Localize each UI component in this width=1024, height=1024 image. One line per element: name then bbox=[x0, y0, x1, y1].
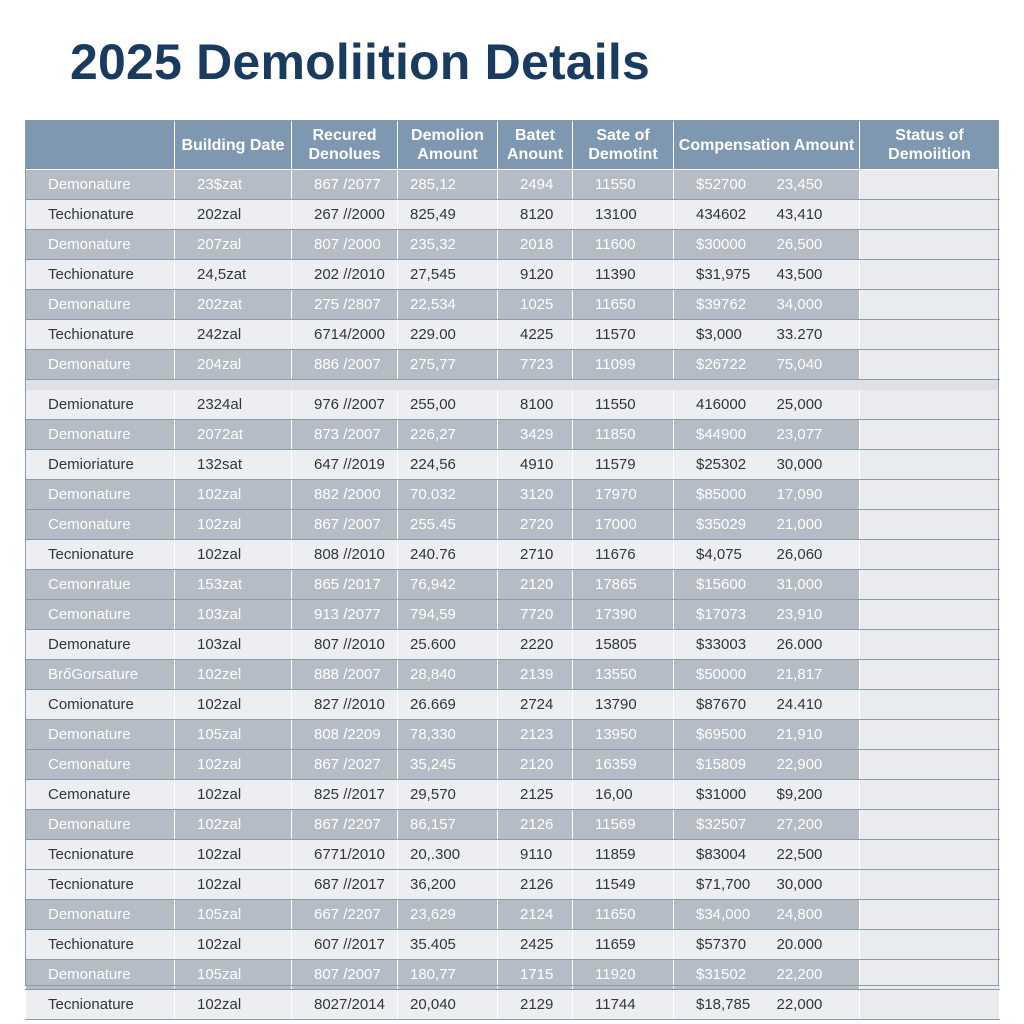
cell-building-date: 202zal bbox=[175, 200, 292, 230]
cell-status bbox=[860, 780, 1000, 810]
cell-demolion-amount: 35,245 bbox=[398, 750, 498, 780]
cell-batet-anount: 2220 bbox=[498, 630, 573, 660]
cell-recured-denolues: 867 /2027 bbox=[292, 750, 398, 780]
cell-demolion-amount: 27,545 bbox=[398, 260, 498, 290]
cell-compensation-amount: $31502 bbox=[674, 960, 765, 990]
cell-row-label: Techionature bbox=[26, 200, 175, 230]
cell-compensation-amount: $52700 bbox=[674, 170, 765, 200]
cell-sate-of-demotint: 13550 bbox=[573, 660, 674, 690]
table-row bbox=[26, 900, 1000, 930]
cell-recured-denolues: 267 //2000 bbox=[292, 200, 398, 230]
cell-demolion-amount: 180,77 bbox=[398, 960, 498, 990]
cell-sate-of-demotint: 11549 bbox=[573, 870, 674, 900]
cell-compensation-amount-2: 22,000 bbox=[765, 990, 860, 1020]
cell-batet-anount: 9120 bbox=[498, 260, 573, 290]
cell-compensation-amount-2: 23,910 bbox=[765, 600, 860, 630]
cell-row-label: Demonature bbox=[26, 900, 175, 930]
cell-batet-anount: 4910 bbox=[498, 450, 573, 480]
table-row bbox=[26, 690, 1000, 720]
cell-compensation-amount-2: 31,000 bbox=[765, 570, 860, 600]
header-sate-of-demotint: Sate of Demotint bbox=[573, 121, 674, 170]
cell-recured-denolues: 825 //2017 bbox=[292, 780, 398, 810]
cell-compensation-amount-2: 26,060 bbox=[765, 540, 860, 570]
cell-status bbox=[860, 600, 1000, 630]
table-row bbox=[26, 540, 1000, 570]
cell-building-date: 102zal bbox=[175, 930, 292, 960]
cell-row-label: Cemonature bbox=[26, 780, 175, 810]
table-row bbox=[26, 290, 1000, 320]
cell-status bbox=[860, 630, 1000, 660]
cell-compensation-amount-2: 34,000 bbox=[765, 290, 860, 320]
cell-status bbox=[860, 350, 1000, 380]
cell-compensation-amount: $85000 bbox=[674, 480, 765, 510]
cell-demolion-amount: 285,12 bbox=[398, 170, 498, 200]
cell-batet-anount: 7720 bbox=[498, 600, 573, 630]
cell-sate-of-demotint: 11570 bbox=[573, 320, 674, 350]
cell-sate-of-demotint: 11579 bbox=[573, 450, 674, 480]
cell-recured-denolues: 667 /2207 bbox=[292, 900, 398, 930]
cell-row-label: Demioriature bbox=[26, 450, 175, 480]
cell-sate-of-demotint: 13100 bbox=[573, 200, 674, 230]
cell-status bbox=[860, 510, 1000, 540]
cell-batet-anount: 2494 bbox=[498, 170, 573, 200]
cell-demolion-amount: 224,56 bbox=[398, 450, 498, 480]
cell-building-date: 242zal bbox=[175, 320, 292, 350]
cell-batet-anount: 4225 bbox=[498, 320, 573, 350]
cell-row-label: Cemonratue bbox=[26, 570, 175, 600]
cell-status bbox=[860, 810, 1000, 840]
cell-compensation-amount-2: 43,500 bbox=[765, 260, 860, 290]
cell-row-label: Demonature bbox=[26, 630, 175, 660]
cell-batet-anount: 8100 bbox=[498, 390, 573, 420]
cell-building-date: 23$zat bbox=[175, 170, 292, 200]
page-title: 2025 Demoliition Details bbox=[70, 34, 650, 90]
cell-row-label: Demonature bbox=[26, 810, 175, 840]
table-row bbox=[26, 390, 1000, 420]
cell-batet-anount: 2124 bbox=[498, 900, 573, 930]
table-row bbox=[26, 420, 1000, 450]
cell-building-date: 105zal bbox=[175, 720, 292, 750]
cell-row-label: Demonature bbox=[26, 420, 175, 450]
cell-building-date: 102zal bbox=[175, 690, 292, 720]
cell-compensation-amount: $50000 bbox=[674, 660, 765, 690]
cell-compensation-amount-2: 26,500 bbox=[765, 230, 860, 260]
cell-batet-anount: 2126 bbox=[498, 870, 573, 900]
cell-compensation-amount-2: 75,040 bbox=[765, 350, 860, 380]
cell-demolion-amount: 235,32 bbox=[398, 230, 498, 260]
cell-compensation-amount-2: 25,000 bbox=[765, 390, 860, 420]
cell-compensation-amount-2: 20.000 bbox=[765, 930, 860, 960]
cell-compensation-amount: $17073 bbox=[674, 600, 765, 630]
cell-demolion-amount: 70.032 bbox=[398, 480, 498, 510]
table-row bbox=[26, 230, 1000, 260]
cell-compensation-amount-2: 22,500 bbox=[765, 840, 860, 870]
cell-recured-denolues: 647 //2019 bbox=[292, 450, 398, 480]
cell-row-label: Techionature bbox=[26, 260, 175, 290]
cell-status bbox=[860, 390, 1000, 420]
cell-compensation-amount-2: 23,077 bbox=[765, 420, 860, 450]
cell-compensation-amount-2: 22,900 bbox=[765, 750, 860, 780]
header-status-of-demolition: Status of Demoiition bbox=[860, 121, 1000, 170]
cell-recured-denolues: 867 /2207 bbox=[292, 810, 398, 840]
table-row bbox=[26, 630, 1000, 660]
cell-building-date: 102zal bbox=[175, 510, 292, 540]
cell-row-label: Demonature bbox=[26, 350, 175, 380]
cell-building-date: 102zal bbox=[175, 750, 292, 780]
cell-compensation-amount: $4,075 bbox=[674, 540, 765, 570]
table-row bbox=[26, 350, 1000, 380]
cell-building-date: 102zal bbox=[175, 480, 292, 510]
cell-sate-of-demotint: 13790 bbox=[573, 690, 674, 720]
cell-sate-of-demotint: 17970 bbox=[573, 480, 674, 510]
cell-row-label: Comionature bbox=[26, 690, 175, 720]
cell-compensation-amount-2: 21,817 bbox=[765, 660, 860, 690]
cell-building-date: 105zal bbox=[175, 960, 292, 990]
cell-sate-of-demotint: 11659 bbox=[573, 930, 674, 960]
cell-compensation-amount-2: 21,000 bbox=[765, 510, 860, 540]
cell-compensation-amount: $18,785 bbox=[674, 990, 765, 1020]
cell-recured-denolues: 8027/2014 bbox=[292, 990, 398, 1020]
cell-sate-of-demotint: 15805 bbox=[573, 630, 674, 660]
cell-recured-denolues: 976 //2007 bbox=[292, 390, 398, 420]
cell-batet-anount: 2139 bbox=[498, 660, 573, 690]
cell-building-date: 102zal bbox=[175, 540, 292, 570]
cell-compensation-amount-2: 27,200 bbox=[765, 810, 860, 840]
cell-demolion-amount: 23,629 bbox=[398, 900, 498, 930]
cell-sate-of-demotint: 11550 bbox=[573, 390, 674, 420]
cell-sate-of-demotint: 11099 bbox=[573, 350, 674, 380]
cell-row-label: Tecnionature bbox=[26, 840, 175, 870]
cell-demolion-amount: 255.45 bbox=[398, 510, 498, 540]
cell-compensation-amount: $31000 bbox=[674, 780, 765, 810]
cell-compensation-amount-2: $9,200 bbox=[765, 780, 860, 810]
cell-row-label: Cemonature bbox=[26, 510, 175, 540]
cell-demolion-amount: 226,27 bbox=[398, 420, 498, 450]
cell-sate-of-demotint: 13950 bbox=[573, 720, 674, 750]
cell-batet-anount: 2425 bbox=[498, 930, 573, 960]
cell-compensation-amount: $26722 bbox=[674, 350, 765, 380]
cell-row-label: Demonature bbox=[26, 170, 175, 200]
cell-row-label: Cemonature bbox=[26, 600, 175, 630]
cell-demolion-amount: 26.669 bbox=[398, 690, 498, 720]
cell-batet-anount: 3429 bbox=[498, 420, 573, 450]
cell-status bbox=[860, 200, 1000, 230]
table-row bbox=[26, 810, 1000, 840]
cell-compensation-amount: $87670 bbox=[674, 690, 765, 720]
cell-demolion-amount: 20,040 bbox=[398, 990, 498, 1020]
cell-compensation-amount: $3,000 bbox=[674, 320, 765, 350]
cell-building-date: 102zal bbox=[175, 840, 292, 870]
cell-sate-of-demotint: 11850 bbox=[573, 420, 674, 450]
cell-compensation-amount-2: 43,410 bbox=[765, 200, 860, 230]
cell-status bbox=[860, 720, 1000, 750]
cell-compensation-amount-2: 17,090 bbox=[765, 480, 860, 510]
cell-compensation-amount: $15809 bbox=[674, 750, 765, 780]
header-compensation-amount: Compensation Amount bbox=[674, 121, 860, 170]
cell-status bbox=[860, 840, 1000, 870]
table-body bbox=[26, 170, 1000, 1020]
cell-batet-anount: 2120 bbox=[498, 570, 573, 600]
cell-demolion-amount: 76,942 bbox=[398, 570, 498, 600]
cell-status bbox=[860, 900, 1000, 930]
cell-compensation-amount: $25302 bbox=[674, 450, 765, 480]
cell-compensation-amount-2: 22,200 bbox=[765, 960, 860, 990]
cell-batet-anount: 2123 bbox=[498, 720, 573, 750]
cell-batet-anount: 1715 bbox=[498, 960, 573, 990]
cell-sate-of-demotint: 17390 bbox=[573, 600, 674, 630]
cell-sate-of-demotint: 11600 bbox=[573, 230, 674, 260]
cell-sate-of-demotint: 17000 bbox=[573, 510, 674, 540]
table-row bbox=[26, 570, 1000, 600]
cell-batet-anount: 3120 bbox=[498, 480, 573, 510]
cell-status bbox=[860, 320, 1000, 350]
cell-demolion-amount: 36,200 bbox=[398, 870, 498, 900]
cell-sate-of-demotint: 11390 bbox=[573, 260, 674, 290]
header-recured-denolues: Recured Denolues bbox=[292, 121, 398, 170]
cell-compensation-amount: $69500 bbox=[674, 720, 765, 750]
cell-status bbox=[860, 230, 1000, 260]
cell-compensation-amount-2: 26.000 bbox=[765, 630, 860, 660]
table-row bbox=[26, 450, 1000, 480]
cell-status bbox=[860, 990, 1000, 1020]
table-row bbox=[26, 170, 1000, 200]
cell-building-date: 207zal bbox=[175, 230, 292, 260]
cell-row-label: Tecnionature bbox=[26, 990, 175, 1020]
cell-row-label: BrőGorsature bbox=[26, 660, 175, 690]
cell-compensation-amount-2: 23,450 bbox=[765, 170, 860, 200]
cell-recured-denolues: 6714/2000 bbox=[292, 320, 398, 350]
cell-batet-anount: 2120 bbox=[498, 750, 573, 780]
cell-status bbox=[860, 290, 1000, 320]
cell-compensation-amount: $15600 bbox=[674, 570, 765, 600]
table-row bbox=[26, 720, 1000, 750]
cell-recured-denolues: 6771/2010 bbox=[292, 840, 398, 870]
cell-recured-denolues: 888 /2007 bbox=[292, 660, 398, 690]
cell-recured-denolues: 913 /2077 bbox=[292, 600, 398, 630]
cell-batet-anount: 2018 bbox=[498, 230, 573, 260]
cell-status bbox=[860, 690, 1000, 720]
cell-compensation-amount: $57370 bbox=[674, 930, 765, 960]
cell-recured-denolues: 807 //2010 bbox=[292, 630, 398, 660]
cell-building-date: 102zal bbox=[175, 990, 292, 1020]
cell-status bbox=[860, 480, 1000, 510]
cell-building-date: 103zal bbox=[175, 600, 292, 630]
cell-demolion-amount: 78,330 bbox=[398, 720, 498, 750]
cell-compensation-amount: $34,000 bbox=[674, 900, 765, 930]
cell-demolion-amount: 29,570 bbox=[398, 780, 498, 810]
cell-status bbox=[860, 260, 1000, 290]
cell-building-date: 24,5zat bbox=[175, 260, 292, 290]
cell-sate-of-demotint: 11650 bbox=[573, 900, 674, 930]
cell-batet-anount: 8120 bbox=[498, 200, 573, 230]
cell-row-label: Techionature bbox=[26, 320, 175, 350]
cell-building-date: 102zal bbox=[175, 810, 292, 840]
cell-status bbox=[860, 750, 1000, 780]
cell-status bbox=[860, 450, 1000, 480]
table-row bbox=[26, 840, 1000, 870]
cell-building-date: 103zal bbox=[175, 630, 292, 660]
cell-batet-anount: 2126 bbox=[498, 810, 573, 840]
cell-recured-denolues: 865 /2017 bbox=[292, 570, 398, 600]
cell-recured-denolues: 275 /2807 bbox=[292, 290, 398, 320]
cell-demolion-amount: 229.00 bbox=[398, 320, 498, 350]
table-row bbox=[26, 600, 1000, 630]
table-row bbox=[26, 930, 1000, 960]
cell-row-label: Tecnionature bbox=[26, 540, 175, 570]
table-row bbox=[26, 750, 1000, 780]
header-cell-blank bbox=[26, 121, 175, 170]
cell-sate-of-demotint: 11650 bbox=[573, 290, 674, 320]
cell-batet-anount: 1025 bbox=[498, 290, 573, 320]
cell-compensation-amount-2: 24.410 bbox=[765, 690, 860, 720]
cell-compensation-amount: $35029 bbox=[674, 510, 765, 540]
cell-building-date: 105zal bbox=[175, 900, 292, 930]
cell-recured-denolues: 808 /2209 bbox=[292, 720, 398, 750]
cell-row-label: Techionature bbox=[26, 930, 175, 960]
cell-building-date: 132sat bbox=[175, 450, 292, 480]
cell-building-date: 204zal bbox=[175, 350, 292, 380]
cell-status bbox=[860, 660, 1000, 690]
cell-building-date: 202zat bbox=[175, 290, 292, 320]
cell-sate-of-demotint: 11920 bbox=[573, 960, 674, 990]
header-building-date: Building Date bbox=[175, 121, 292, 170]
cell-recured-denolues: 867 /2007 bbox=[292, 510, 398, 540]
table-spacer-row bbox=[26, 380, 1000, 391]
cell-recured-denolues: 807 /2000 bbox=[292, 230, 398, 260]
cell-demolion-amount: 22,534 bbox=[398, 290, 498, 320]
cell-building-date: 153zat bbox=[175, 570, 292, 600]
cell-demolion-amount: 825,49 bbox=[398, 200, 498, 230]
cell-compensation-amount: $71,700 bbox=[674, 870, 765, 900]
cell-demolion-amount: 35.405 bbox=[398, 930, 498, 960]
cell-demolion-amount: 28,840 bbox=[398, 660, 498, 690]
cell-recured-denolues: 687 //2017 bbox=[292, 870, 398, 900]
cell-batet-anount: 2710 bbox=[498, 540, 573, 570]
cell-row-label: Demonature bbox=[26, 720, 175, 750]
cell-recured-denolues: 607 //2017 bbox=[292, 930, 398, 960]
cell-row-label: Demonature bbox=[26, 290, 175, 320]
cell-row-label: Demonature bbox=[26, 480, 175, 510]
cell-building-date: 2072at bbox=[175, 420, 292, 450]
cell-row-label: Demonature bbox=[26, 960, 175, 990]
cell-compensation-amount-2: 21,910 bbox=[765, 720, 860, 750]
cell-recured-denolues: 807 /2007 bbox=[292, 960, 398, 990]
cell-row-label: Cemonature bbox=[26, 750, 175, 780]
table-row bbox=[26, 870, 1000, 900]
cell-status bbox=[860, 420, 1000, 450]
cell-recured-denolues: 873 /2007 bbox=[292, 420, 398, 450]
cell-sate-of-demotint: 17865 bbox=[573, 570, 674, 600]
cell-sate-of-demotint: 16359 bbox=[573, 750, 674, 780]
cell-compensation-amount: $30000 bbox=[674, 230, 765, 260]
cell-recured-denolues: 886 /2007 bbox=[292, 350, 398, 380]
table-row bbox=[26, 960, 1000, 990]
cell-demolion-amount: 20,.300 bbox=[398, 840, 498, 870]
cell-row-label: Tecnionature bbox=[26, 870, 175, 900]
cell-compensation-amount: $33003 bbox=[674, 630, 765, 660]
cell-compensation-amount: $31,975 bbox=[674, 260, 765, 290]
cell-demolion-amount: 86,157 bbox=[398, 810, 498, 840]
cell-demolion-amount: 794,59 bbox=[398, 600, 498, 630]
demolition-table bbox=[25, 120, 1000, 1020]
table-row bbox=[26, 260, 1000, 290]
cell-demolion-amount: 275,77 bbox=[398, 350, 498, 380]
cell-sate-of-demotint: 11676 bbox=[573, 540, 674, 570]
cell-recured-denolues: 867 /2077 bbox=[292, 170, 398, 200]
table-row bbox=[26, 510, 1000, 540]
cell-recured-denolues: 202 //2010 bbox=[292, 260, 398, 290]
table-row bbox=[26, 990, 1000, 1020]
cell-compensation-amount-2: 24,800 bbox=[765, 900, 860, 930]
table-row bbox=[26, 780, 1000, 810]
cell-compensation-amount: 434602 bbox=[674, 200, 765, 230]
cell-compensation-amount: $39762 bbox=[674, 290, 765, 320]
cell-compensation-amount-2: 30,000 bbox=[765, 450, 860, 480]
spacer-cell bbox=[26, 380, 1000, 391]
cell-row-label: Demionature bbox=[26, 390, 175, 420]
cell-recured-denolues: 827 //2010 bbox=[292, 690, 398, 720]
header-demolion-amount: Demolion Amount bbox=[398, 121, 498, 170]
cell-recured-denolues: 882 /2000 bbox=[292, 480, 398, 510]
cell-compensation-amount-2: 33.270 bbox=[765, 320, 860, 350]
cell-batet-anount: 9110 bbox=[498, 840, 573, 870]
table-row bbox=[26, 320, 1000, 350]
cell-batet-anount: 2724 bbox=[498, 690, 573, 720]
cell-batet-anount: 2125 bbox=[498, 780, 573, 810]
cell-building-date: 102zel bbox=[175, 660, 292, 690]
header-batet-anount: Batet Anount bbox=[498, 121, 573, 170]
cell-status bbox=[860, 570, 1000, 600]
cell-demolion-amount: 255,00 bbox=[398, 390, 498, 420]
cell-sate-of-demotint: 16,00 bbox=[573, 780, 674, 810]
cell-batet-anount: 2129 bbox=[498, 990, 573, 1020]
table-row bbox=[26, 660, 1000, 690]
cell-status bbox=[860, 930, 1000, 960]
cell-compensation-amount: $83004 bbox=[674, 840, 765, 870]
cell-sate-of-demotint: 11569 bbox=[573, 810, 674, 840]
cell-status bbox=[860, 170, 1000, 200]
cell-sate-of-demotint: 11550 bbox=[573, 170, 674, 200]
cell-status bbox=[860, 870, 1000, 900]
cell-batet-anount: 7723 bbox=[498, 350, 573, 380]
cell-compensation-amount-2: 30,000 bbox=[765, 870, 860, 900]
table-row bbox=[26, 480, 1000, 510]
cell-status bbox=[860, 960, 1000, 990]
cell-compensation-amount: $32507 bbox=[674, 810, 765, 840]
cell-sate-of-demotint: 11859 bbox=[573, 840, 674, 870]
cell-building-date: 2324al bbox=[175, 390, 292, 420]
cell-building-date: 102zal bbox=[175, 870, 292, 900]
cell-compensation-amount: $44900 bbox=[674, 420, 765, 450]
cell-row-label: Demonature bbox=[26, 230, 175, 260]
cell-building-date: 102zal bbox=[175, 780, 292, 810]
cell-batet-anount: 2720 bbox=[498, 510, 573, 540]
cell-demolion-amount: 240.76 bbox=[398, 540, 498, 570]
table-header-row bbox=[26, 121, 1000, 170]
cell-status bbox=[860, 540, 1000, 570]
cell-compensation-amount: 416000 bbox=[674, 390, 765, 420]
table-row bbox=[26, 200, 1000, 230]
cell-sate-of-demotint: 11744 bbox=[573, 990, 674, 1020]
cell-demolion-amount: 25.600 bbox=[398, 630, 498, 660]
cell-recured-denolues: 808 //2010 bbox=[292, 540, 398, 570]
